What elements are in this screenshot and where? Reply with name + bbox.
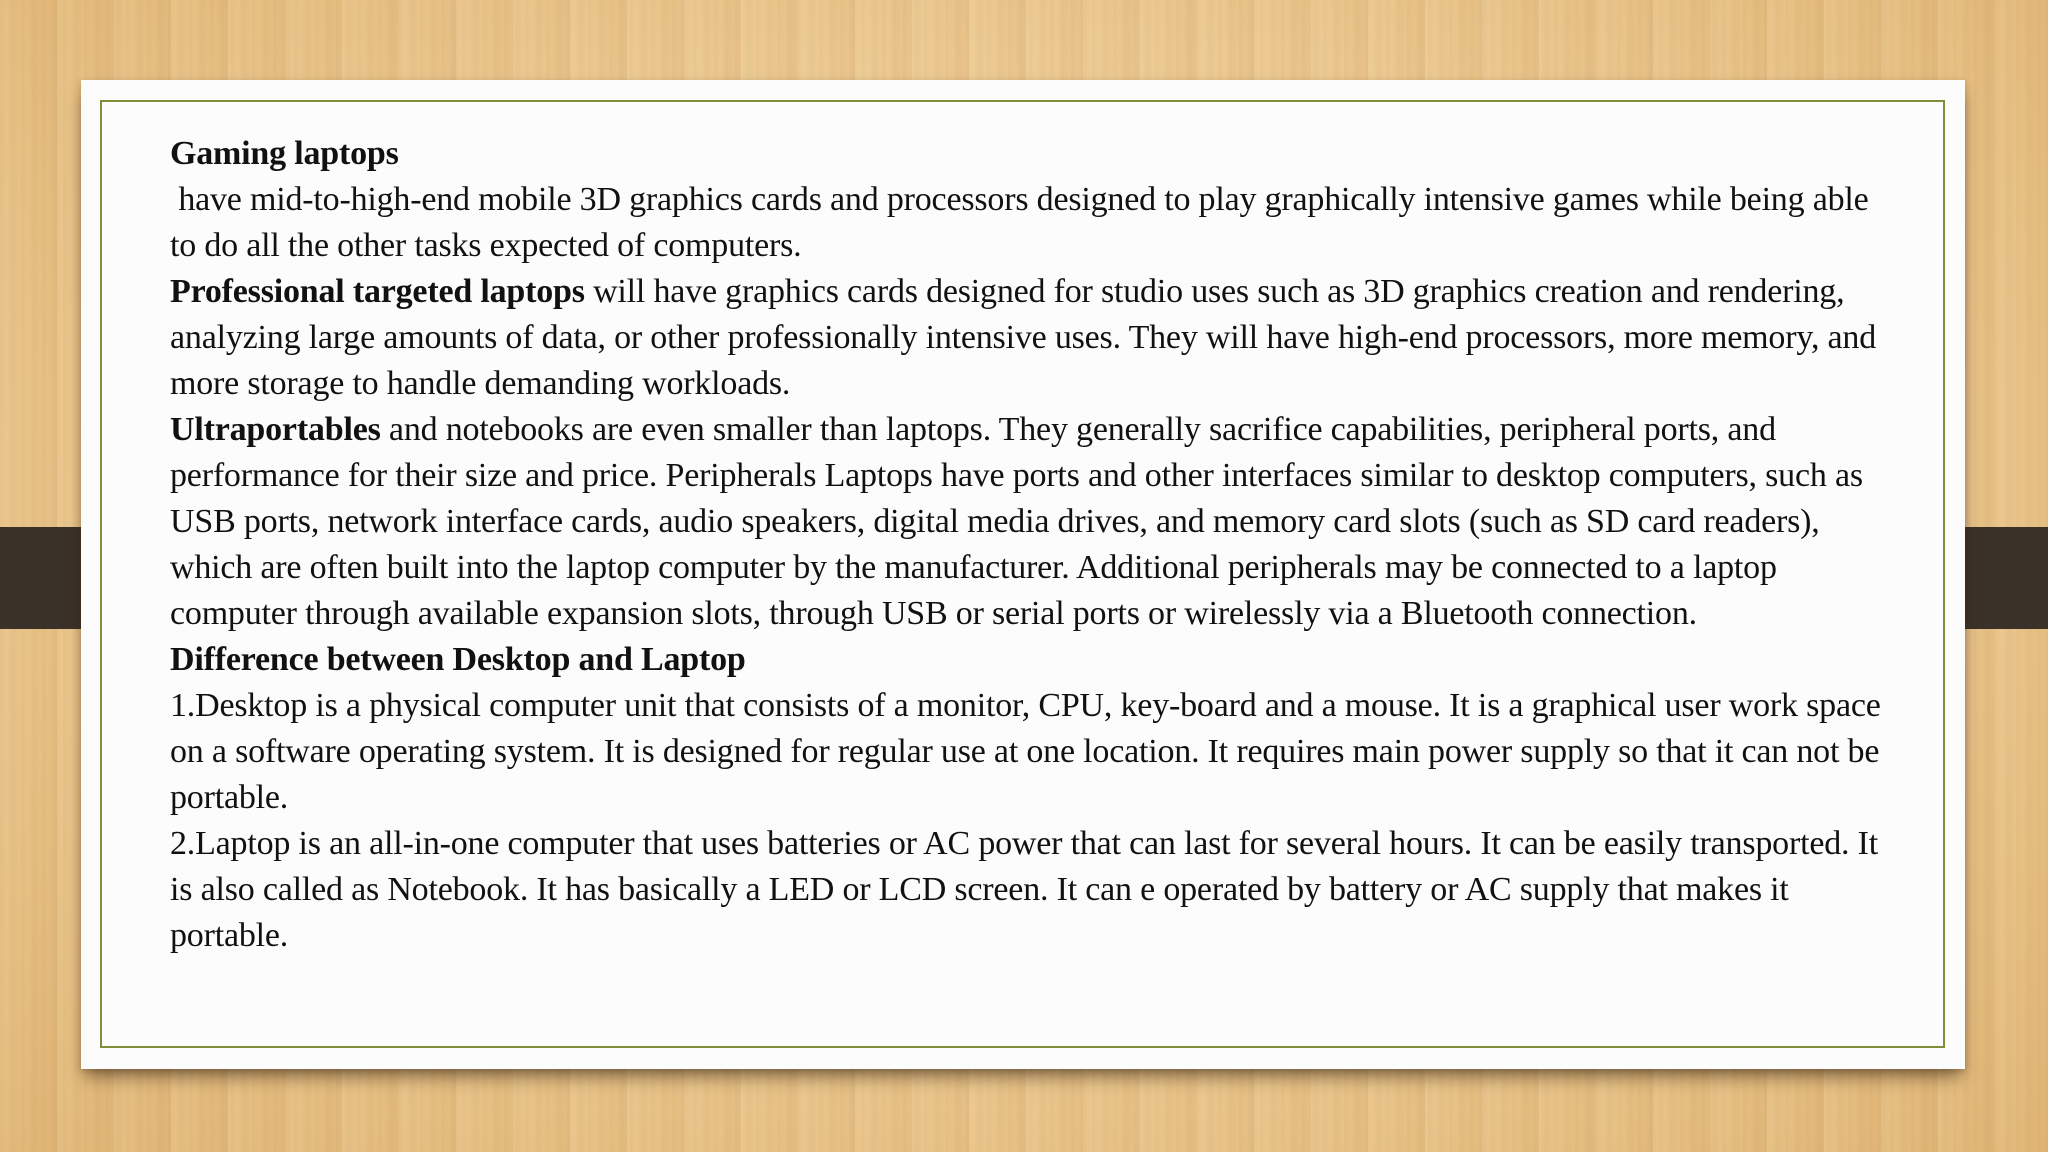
ultraportables-paragraph (170, 407, 1890, 637)
difference-heading-line (170, 637, 1890, 683)
gaming-heading: Gaming laptops (170, 135, 399, 172)
ultraportables-body: and notebooks are even smaller than laptops. They generally sacrifice capabilities, peripheral ports, and performance for their size and price. Peripherals Laptops have ports and other interfaces similar to desktop computers, such as USB ports, network interface cards, audio speakers, digital media drives, and memory card slots (such as SD card readers), which are often built into the laptop computer by the manufacturer. Additional peripherals may be connected to a laptop computer through available expansion slots, through USB or serial ports or wirelessly via a Bluetooth connection. (170, 411, 1863, 632)
slide-card (81, 80, 1965, 1069)
professional-heading: Professional targeted laptops (170, 273, 585, 310)
difference-point-2: 2.Laptop is an all-in-one computer that uses batteries or AC power that can last for several hours. It can be easily transported. It is also called as Notebook. It has basically a LED or LCD screen. It can e operated by battery or AC supply that makes it portable. (170, 825, 1878, 954)
professional-body: will have graphics cards designed for studio uses such as 3D graphics creation and rendering, analyzing large amounts of data, or other professionally intensive uses. They will have high-end processors, more memory, and more storage to handle demanding workloads. (170, 273, 1877, 402)
professional-paragraph (170, 269, 1890, 407)
difference-heading: Difference between Desktop and Laptop (170, 641, 746, 678)
difference-point-1: 1.Desktop is a physical computer unit that consists of a monitor, CPU, key-board and a mouse. It is a graphical user work space on a software operating system. It is designed for regular use at one location. It requires main power supply so that it can not be portable. (170, 687, 1881, 816)
gaming-heading-line (170, 131, 1890, 177)
gaming-body: have mid-to-high-end mobile 3D graphics cards and processors designed to play graphically intensive games while being able to do all the other tasks expected of computers. (170, 181, 1877, 264)
slide-content (170, 131, 1890, 959)
ultraportables-heading: Ultraportables (170, 411, 381, 448)
